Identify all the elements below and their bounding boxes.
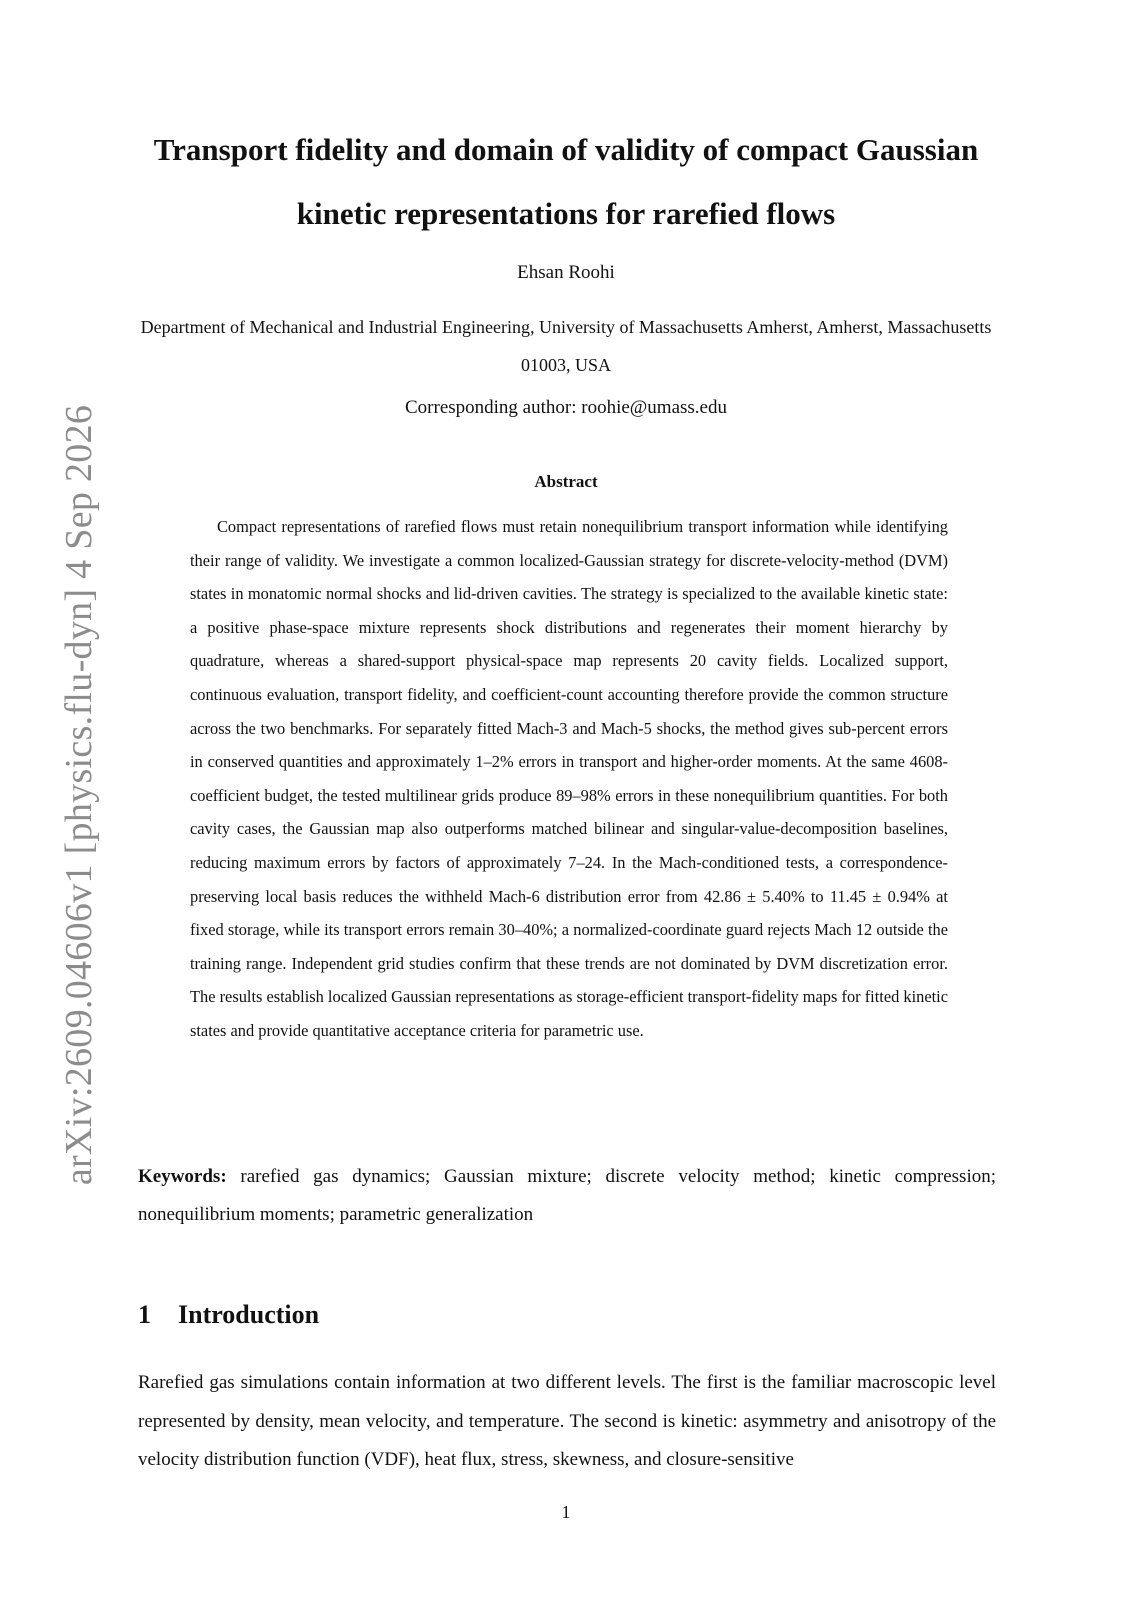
page-number: 1: [561, 1502, 571, 1522]
keywords-label: Keywords:: [138, 1166, 227, 1187]
section-heading: [138, 1300, 319, 1330]
author-name: Ehsan Roohi: [517, 262, 615, 283]
paper-title: Transport fidelity and domain of validity of compact Gaussian kinetic representations for rarefied flows: [153, 132, 979, 231]
abstract-heading: Abstract: [534, 472, 598, 491]
section-title: Introduction: [178, 1300, 320, 1329]
section-number: 1: [138, 1300, 151, 1329]
abstract-text: Compact representations of rarefied flows must retain nonequilibrium transport information while identifying their range of validity. We investigate a common localized-Gaussian strategy for discrete-velocity-method (DVM) states in monatomic normal shocks and lid-driven cavities. The strategy is specialized to the available kinetic state: a positive phase-space mixture represents shock distributions and regenerates their moment hierarchy by quadrature, whereas a shared-support physical-space map represents 20 cavity fields. Localized support, continuous evaluation, transport fidelity, and coefficient-count accounting therefore provide the common structure across the two benchmarks. For separately fitted Mach-3 and Mach-5 shocks, the method gives sub-percent errors in conserved quantities and approximately 1–2% errors in transport and higher-order moments. At the same 4608-coefficient budget, the tested multilinear grids produce 89–98% errors in these nonequilibrium quantities. For both cavity cases, the Gaussian map also outperforms matched bilinear and singular-value-decomposition baselines, reducing maximum errors by factors of approximately 7–24. In the Mach-conditioned tests, a correspondence-preserving local basis reduces the withheld Mach-6 distribution error from 42.86 ± 5.40% to 11.45 ± 0.94% at fixed storage, while its transport errors remain 30–40%; a normalized-coordinate guard rejects Mach 12 outside the training range. Independent grid studies confirm that these trends are not dominated by DVM discretization error. The results establish localized Gaussian representations as storage-efficient transport-fidelity maps for fitted kinetic states and provide quantitative acceptance criteria for parametric use.: [190, 517, 948, 1040]
introduction-text: Rarefied gas simulations contain information at two different levels. The first is the familiar macroscopic level represented by density, mean velocity, and temperature. The second is kinetic: asymmetry and anisotropy of the velocity distribution function (VDF), heat flux, stress, skewness, and closure-sensitive: [138, 1372, 996, 1470]
corresponding-author: Corresponding author: roohie@umass.edu: [405, 397, 727, 418]
author-affiliation: Department of Mechanical and Industrial Engineering, University of Massachusetts Amherst, Amherst, Massachusetts 01003, USA: [140, 317, 992, 375]
keywords: [138, 1158, 996, 1234]
keywords-text: rarefied gas dynamics; Gaussian mixture; discrete velocity method; kinetic compression; nonequilibrium moments; parametric generalization: [138, 1166, 996, 1225]
arxiv-identifier: arXiv:2609.04606v1 [physics.flu-dyn] 4 Sep 2026: [58, 404, 100, 1186]
